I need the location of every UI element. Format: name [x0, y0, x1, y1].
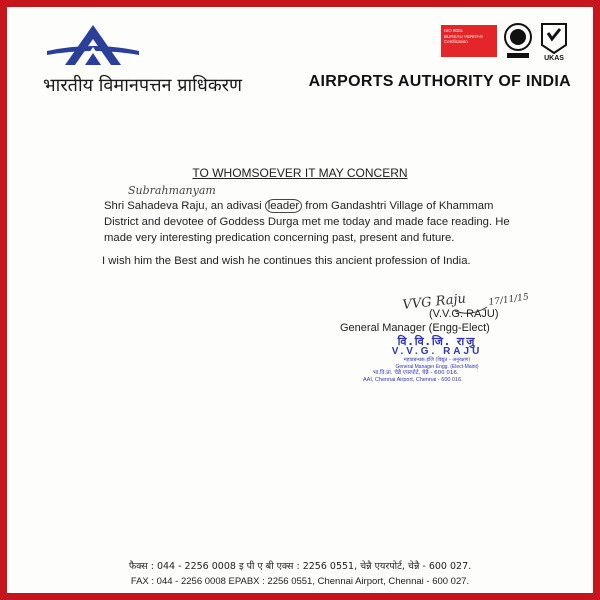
letter-paragraph-2: I wish him the Best and wish he continues this ancient profession of India.	[102, 255, 471, 267]
para1-circled-word: leader	[265, 199, 302, 213]
org-name-english: AIRPORTS AUTHORITY OF INDIA	[308, 73, 571, 90]
handwritten-name: Subrahmanyam	[128, 184, 216, 197]
footer-contact-hindi: फैक्स : 044 - 2256 0008 इ पी ए बी एक्स : 2256 0551, चेन्नै एयरपोर्ट, चेन्नै - 600 027.	[128, 561, 472, 572]
iso-certification-badge	[441, 25, 497, 57]
para1-text-start: Shri Sahadeva Raju, an adivasi	[104, 200, 265, 212]
ukas-seal-icon	[539, 21, 569, 61]
cert-badge-line: BUREAU VERITAS	[444, 33, 483, 39]
letter-paragraph-1	[104, 198, 524, 246]
stamp-name-hindi: वि.वि.जि. राजु	[397, 335, 477, 348]
footer-contact-english: FAX : 044 - 2256 0008 EPABX : 2256 0551, Chennai Airport, Chennai - 600 027.	[130, 576, 470, 587]
stamp-name-english: V.V.G. RAJU	[391, 346, 483, 357]
para1-text-end: from Gandashtri Village of Khammam District and devotee of Goddess Durga met me today and made face reading. He made very interesting predication concerning past, present and future.	[104, 200, 510, 244]
cert-badge-line: Certification	[444, 39, 468, 44]
stamp-address-english: AAI, Chennai Airport, Chennai - 600 016.	[363, 377, 463, 383]
letter-title: TO WHOMSOEVER IT MAY CONCERN	[192, 166, 408, 180]
signature-text: VVG Raju	[401, 291, 467, 313]
signature-date: 17/11/15	[488, 292, 530, 308]
signatory-name: (V.V.G. RAJU)	[429, 308, 499, 320]
signatory-designation: General Manager (Engg-Elect)	[340, 322, 490, 334]
letter-sheet	[7, 7, 593, 593]
bureau-veritas-seal-icon	[503, 22, 533, 60]
cert-badge-line: ISO 9001	[444, 28, 464, 33]
stamp-address-hindi: भा.वि.प्रा. चेन्नै एयरपोर्ट, चेन्नै - 600 016.	[373, 370, 459, 376]
aai-logo-icon	[45, 21, 141, 71]
official-stamp	[363, 336, 511, 384]
stamp-designation-english: General Manager Engg. (Elect-Maint)	[395, 364, 479, 370]
stamp-designation-hindi: महाप्रबन्धक इंजि (विद्युत - अनुरक्षण)	[403, 357, 471, 363]
ukas-label: UKAS	[544, 55, 564, 61]
org-name-hindi: भारतीय विमानपत्तन प्राधिकरण	[43, 75, 243, 96]
